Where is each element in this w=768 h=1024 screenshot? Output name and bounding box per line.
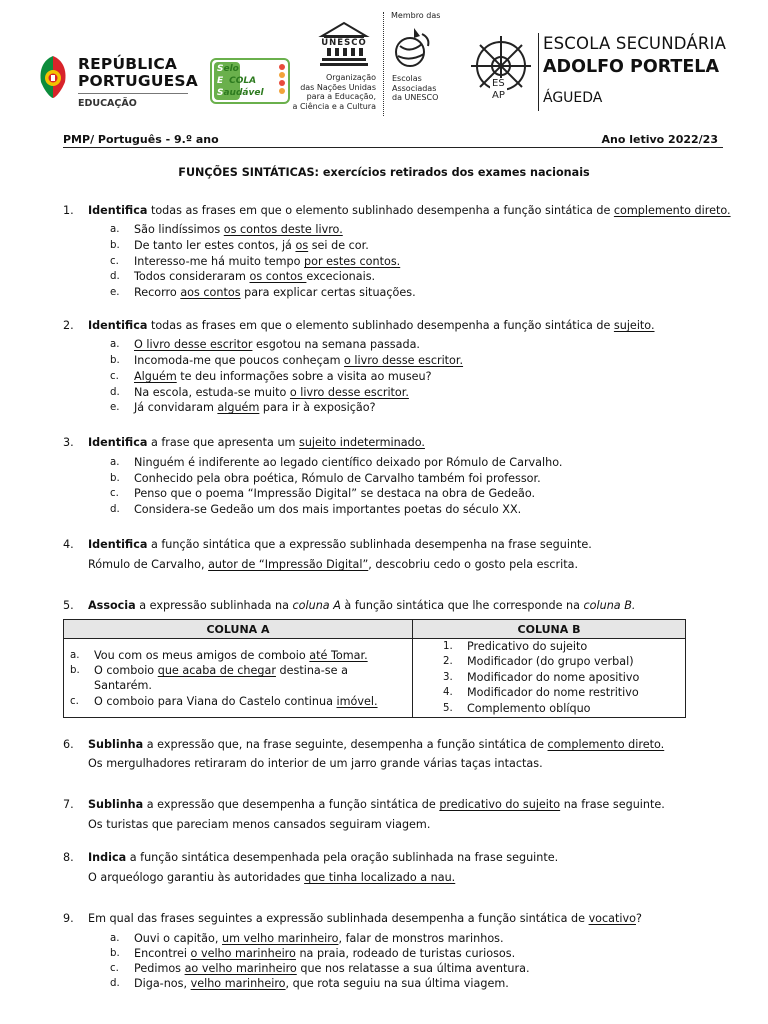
question-9: 9. Em qual das frases seguintes a expressão sublinhada desempenha a função sintática de vocativo? — [63, 912, 642, 925]
question-7: 7. Sublinha a expressão que desempenha a função sintática de predicativo do sujeito na frase seguinte. — [63, 798, 665, 811]
republica-emblem-icon — [37, 54, 69, 100]
educacao-label: EDUCAÇÃO — [78, 98, 137, 109]
q4-sentence: Rómulo de Carvalho, autor de “Impressão Digital”, descobriu cedo o gosto pela escrita. — [88, 558, 579, 571]
unesco-divider — [383, 12, 384, 116]
column-a-item-b-cont: Santarém. — [94, 679, 152, 692]
membro-label: Membro das — [391, 11, 441, 20]
escolas-associadas-text: Escolas Associadas da UNESCO — [392, 74, 439, 102]
school-badge-initials: ES AP — [492, 78, 505, 101]
page-title: FUNÇÕES SINTÁTICAS: exercícios retirados dos exames nacionais — [178, 166, 590, 179]
question-3: 3. Identifica a frase que apresenta um sujeito indeterminado. — [63, 436, 425, 449]
column-a-header: COLUNA A — [64, 620, 413, 639]
q7-sentence: Os turistas que pareciam menos cansados seguiram viagem. — [88, 818, 431, 831]
school-location: ÁGUEDA — [543, 90, 603, 106]
question-5: 5. Associa a expressão sublinhada na coluna A à função sintática que lhe corresponde na coluna B. — [63, 599, 636, 612]
escolas-associadas-globe-icon — [392, 24, 434, 70]
school-year-label: Ano letivo 2022/23 — [601, 133, 718, 146]
q6-sentence: Os mergulhadores retiraram do interior de um jarro grande várias taças intactas. — [88, 757, 543, 770]
header-rule — [63, 147, 723, 148]
question-6: 6. Sublinha a expressão que, na frase seguinte, desempenha a função sintática de complemento direto. — [63, 738, 665, 751]
unesco-organization-text: Organização das Nações Unidas para a Educação, a Ciência e a Cultura — [292, 73, 376, 111]
question-2: 2. Identifica todas as frases em que o elemento sublinhado desempenha a função sintática de sujeito. — [63, 319, 655, 332]
question-1: 1. Identifica todas as frases em que o elemento sublinhado desempenha a função sintática de complemento direto. — [63, 204, 731, 217]
unesco-word: UNESCO — [319, 38, 369, 48]
column-a-cell: a. Vou com os meus amigos de comboio até Tomar. b. O comboio que acaba de chegar destina-se a Santarém. c. O comboio para Viana do Castelo continua imóvel. — [64, 639, 413, 718]
school-name-line1: ESCOLA SECUNDÁRIA — [543, 34, 727, 53]
column-b-header: COLUNA B — [413, 620, 686, 639]
association-table — [63, 619, 686, 718]
school-divider — [538, 33, 539, 111]
question-4: 4. Identifica a função sintática que a expressão sublinhada desempenha na frase seguinte. — [63, 538, 592, 551]
question-8: 8. Indica a função sintática desempenhada pela oração sublinhada na frase seguinte. — [63, 851, 559, 864]
q8-sentence: O arqueólogo garantiu às autoridades que tinha localizado a nau. — [88, 871, 456, 884]
course-label: PMP/ Português - 9.º ano — [63, 133, 219, 146]
school-name-line2: ADOLFO PORTELA — [543, 57, 719, 77]
column-b-cell: 1. Predicativo do sujeito 2. Modificador (do grupo verbal) 3. Modificador do nome apositivo 4. Modificador do nome restritivo 5. Complemento oblíquo — [413, 639, 686, 718]
selo-escola-saudavel-logo: Selo E COLA Saudável — [210, 58, 290, 104]
republica-title: REPÚBLICA PORTUGUESA — [78, 55, 198, 90]
